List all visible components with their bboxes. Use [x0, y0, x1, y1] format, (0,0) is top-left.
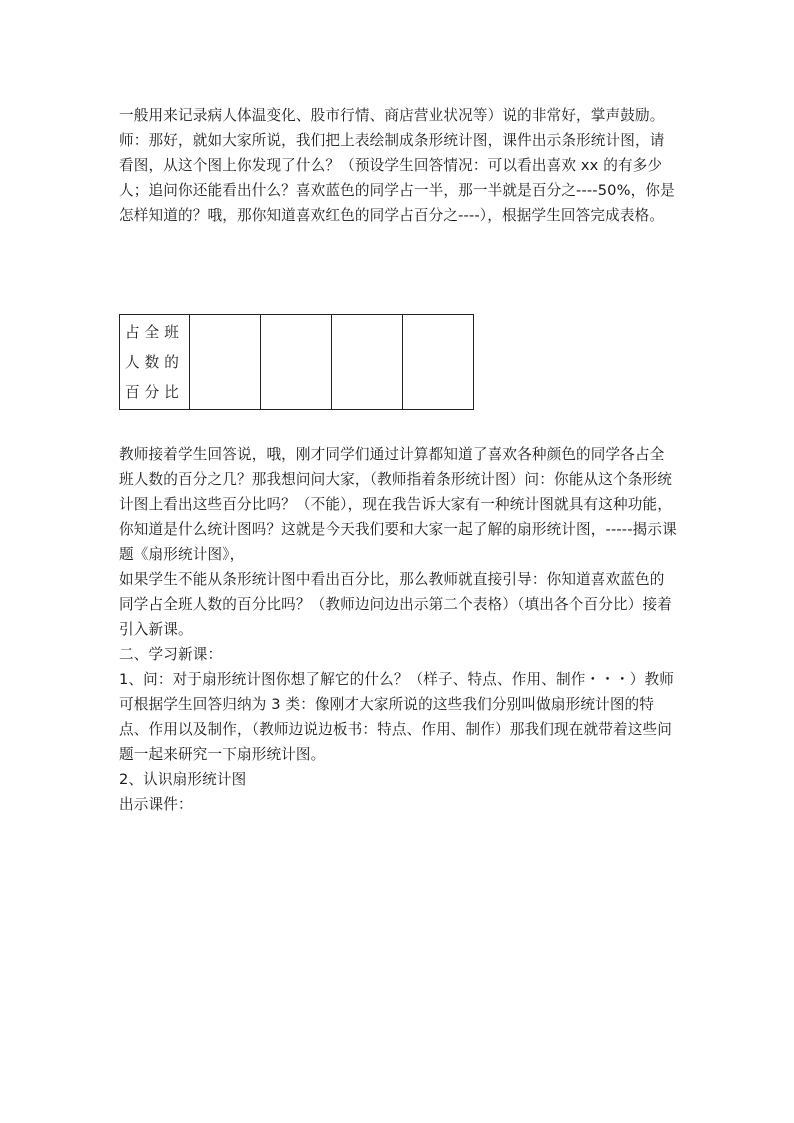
text-block-bottom [119, 442, 677, 817]
paragraph-teacher-followup: 教师接着学生回答说，哦，刚才同学们通过计算都知道了喜欢各种颜色的同学各占全班人数的百分之几？那我想问问大家，（教师指着条形统计图）问：你能从这个条形统计图上看出这些百分比吗？（不能），现在我告诉大家有一种统计图就具有这种功能，你知道是什么统计图吗？这就是今天我们要和大家一起了解的扇形统计图，-----揭示课题《扇形统计图》， [119, 446, 677, 563]
text-block-top [119, 103, 677, 228]
table-cell-2 [261, 315, 332, 410]
percentage-table [119, 314, 474, 410]
paragraph-continuation: 一般用来记录病人体温变化、股市行情、商店营业状况等）说的非常好，掌声鼓励。 [119, 107, 665, 124]
paragraph-teacher-bar-chart: 师：那好，就如大家所说，我们把上表绘制成条形统计图，课件出示条形统计图，请看图，从这个图上你发现了什么？（预设学生回答情况：可以看出喜欢 xx 的有多少人；追问你还能看出什么？喜欢蓝色的同学占一半，那一半就是百分之----50%，你是怎样知道的？哦，那你知道喜欢红色的同学占百分之----），根据学生回答完成表格。 [119, 132, 675, 224]
paragraph-step-1: 1、问：对于扇形统计图你想了解它的什么？（样子、特点、作用、制作・・・）教师可根据学生回答归纳为 3 类：像刚才大家所说的这些我们分别叫做扇形统计图的特点、作用以及制作，（教师边说边板书：特点、作用、制作）那我们现在就带着这些问题一起来研究一下扇形统计图。 [119, 671, 674, 763]
table-cell-4 [403, 315, 474, 410]
paragraph-alternative-guide: 如果学生不能从条形统计图中看出百分比，那么教师就直接引导：你知道喜欢蓝色的同学占全班人数的百分比吗？（教师边问边出示第二个表格）（填出各个百分比）接着引入新课。 [119, 571, 672, 638]
paragraph-show-courseware: 出示课件： [119, 796, 193, 813]
table-row [120, 315, 474, 410]
paragraph-step-2: 2、认识扇形统计图 [119, 771, 247, 788]
table-cell-3 [332, 315, 403, 410]
section-heading-new-lesson: 二、学习新课： [119, 646, 223, 663]
table-row-label: 占全班人数的百分比 [120, 315, 190, 410]
table-cell-1 [190, 315, 261, 410]
